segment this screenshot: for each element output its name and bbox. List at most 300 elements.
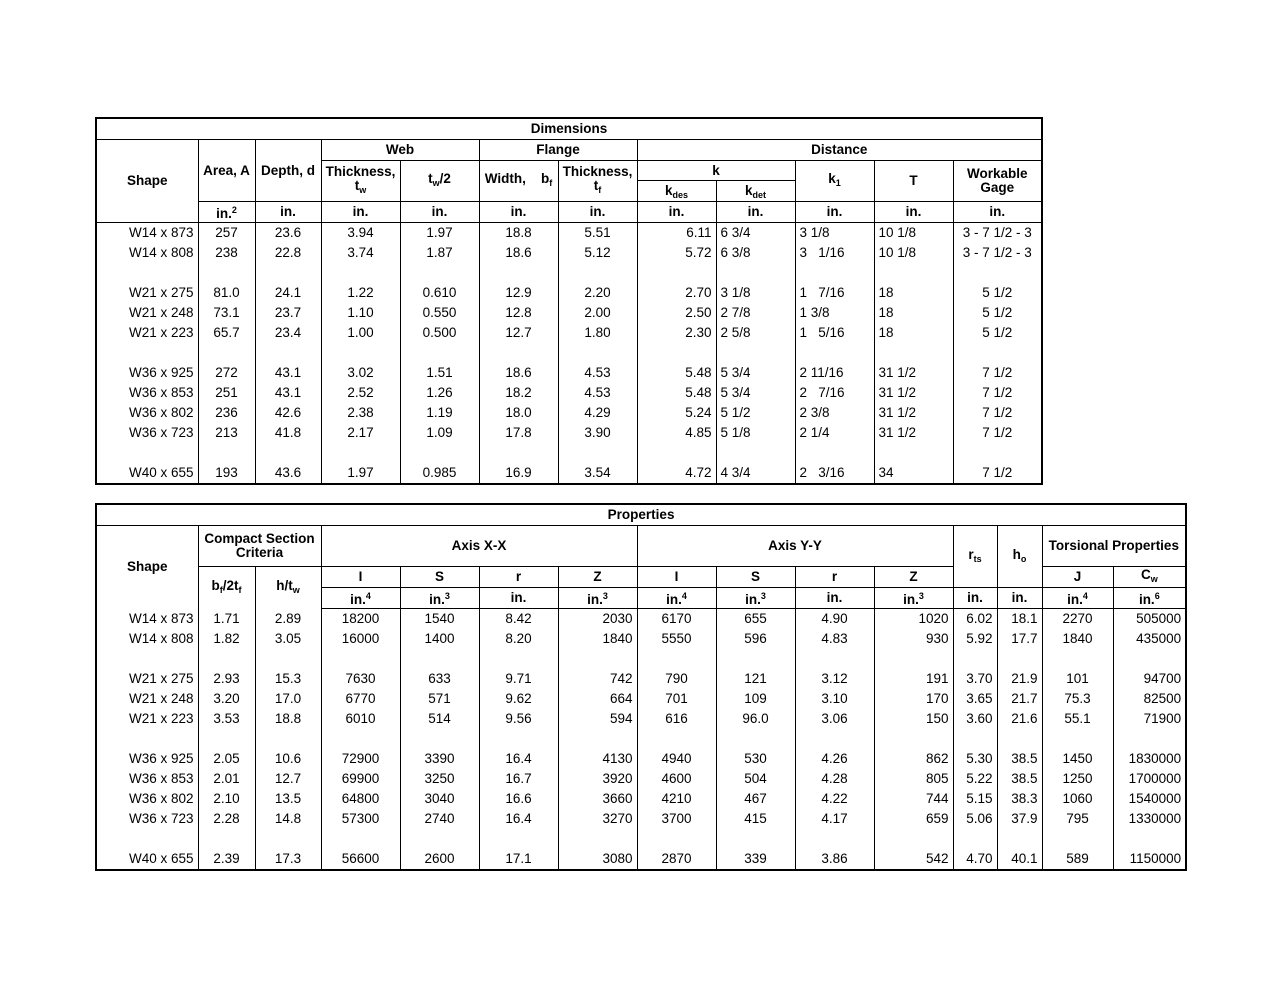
flange-group-header: Flange (479, 140, 637, 161)
cell-rx: 9.71 (479, 669, 558, 689)
Iy-unit: in.$^4$ (637, 588, 716, 609)
table-row (96, 689, 1186, 709)
cell-htw: 13.5 (255, 789, 321, 809)
cell-area: 238 (198, 243, 255, 263)
cell-bf2tf: 1.82 (198, 629, 255, 649)
cell-ry: 4.83 (795, 629, 874, 649)
cell-Sx: 1400 (400, 629, 479, 649)
cell-Zx: 3080 (558, 849, 637, 870)
cell-bf: 12.8 (479, 303, 558, 323)
cell-T: 10 1/8 (874, 223, 953, 244)
Zy-header: Z (874, 567, 953, 588)
cell-gage: 5 1/2 (953, 323, 1042, 343)
cell-k1: 1 7/16 (795, 283, 874, 303)
Zy-unit: in.$^3$ (874, 588, 953, 609)
cell-tw2: 0.610 (400, 283, 479, 303)
Sx-unit: in.$^3$ (400, 588, 479, 609)
cell-Zy: 862 (874, 749, 953, 769)
cell-T: 18 (874, 283, 953, 303)
table-row (96, 323, 1042, 343)
cell-ho: 21.6 (997, 709, 1042, 729)
cell-J: 1450 (1042, 749, 1113, 769)
cell-Zx: 742 (558, 669, 637, 689)
cell-Ix: 16000 (321, 629, 400, 649)
Ix-unit: in.$^4$ (321, 588, 400, 609)
cell-Sx: 633 (400, 669, 479, 689)
cell-tw2: 1.26 (400, 383, 479, 403)
cell-tf: 5.51 (558, 223, 637, 244)
spacer-row (96, 443, 1042, 463)
cell-depth: 43.1 (255, 383, 321, 403)
cell-J: 101 (1042, 669, 1113, 689)
cell-area: 193 (198, 463, 255, 484)
cell-shape: W21 x 248 (96, 303, 198, 323)
cell-ho: 21.9 (997, 669, 1042, 689)
cell-tw2: 0.985 (400, 463, 479, 484)
spacer-row (96, 263, 1042, 283)
cell-Zx: 2030 (558, 609, 637, 630)
cell-tf: 4.29 (558, 403, 637, 423)
cell-tw: 1.97 (321, 463, 400, 484)
cell-tf: 4.53 (558, 383, 637, 403)
cell-shape: W36 x 925 (96, 749, 198, 769)
cell-kdes: 4.72 (637, 463, 716, 484)
table-row (96, 789, 1186, 809)
cell-J: 1060 (1042, 789, 1113, 809)
web-group-header: Web (321, 140, 479, 161)
Ix-header: I (321, 567, 400, 588)
cell-area: 65.7 (198, 323, 255, 343)
cell-ho: 17.7 (997, 629, 1042, 649)
cell-Zy: 1020 (874, 609, 953, 630)
cell-k1: 2 7/16 (795, 383, 874, 403)
dimensions-table (95, 117, 1043, 485)
cell-area: 251 (198, 383, 255, 403)
cell-kdes: 5.24 (637, 403, 716, 423)
J-header: J (1042, 567, 1113, 588)
spacer-row (96, 729, 1186, 749)
cell-tf: 2.00 (558, 303, 637, 323)
cell-T: 18 (874, 303, 953, 323)
cell-bf: 18.8 (479, 223, 558, 244)
cell-Zy: 805 (874, 769, 953, 789)
cell-ho: 18.1 (997, 609, 1042, 630)
cell-kdes: 2.50 (637, 303, 716, 323)
cell-Zy: 659 (874, 809, 953, 829)
ho-unit: in. (997, 588, 1042, 609)
kdet-header: $k_{det}$ (744, 183, 766, 200)
cell-Sy: 96.0 (716, 709, 795, 729)
cell-rts: 3.60 (953, 709, 997, 729)
cell-area: 257 (198, 223, 255, 244)
flange-width-header: Width, $b_f$ (479, 161, 558, 202)
cell-kdet: 2 5/8 (716, 323, 795, 343)
cell-area: 213 (198, 423, 255, 443)
cell-Iy: 4210 (637, 789, 716, 809)
cell-depth: 23.6 (255, 223, 321, 244)
kdet-unit: in. (716, 202, 795, 223)
cell-Sy: 655 (716, 609, 795, 630)
htw-header: $h/t_w$ (255, 567, 321, 609)
cell-shape: W21 x 275 (96, 669, 198, 689)
cell-Cw: 1700000 (1113, 769, 1186, 789)
cell-depth: 41.8 (255, 423, 321, 443)
tf-unit: in. (558, 202, 637, 223)
cell-htw: 18.8 (255, 709, 321, 729)
cell-kdet: 2 7/8 (716, 303, 795, 323)
cell-Zy: 542 (874, 849, 953, 870)
cell-rx: 9.62 (479, 689, 558, 709)
table-row (96, 243, 1042, 263)
cell-bf2tf: 1.71 (198, 609, 255, 630)
cell-kdet: 6 3/8 (716, 243, 795, 263)
table-row (96, 223, 1042, 244)
cell-kdet: 5 3/4 (716, 383, 795, 403)
axis-yy-header: Axis Y-Y (637, 526, 953, 567)
cell-Zy: 170 (874, 689, 953, 709)
cell-shape: W21 x 248 (96, 689, 198, 709)
depth-header: Depth, d (255, 140, 321, 202)
Cw-unit: in.$^6$ (1113, 588, 1186, 609)
cell-Iy: 701 (637, 689, 716, 709)
cell-Sx: 3040 (400, 789, 479, 809)
cell-gage: 3 - 7 1/2 - 3 (953, 243, 1042, 263)
cell-k1: 1 5/16 (795, 323, 874, 343)
cell-shape: W14 x 873 (96, 223, 198, 244)
cell-depth: 43.6 (255, 463, 321, 484)
cell-bf: 12.9 (479, 283, 558, 303)
cell-bf2tf: 3.53 (198, 709, 255, 729)
cell-Cw: 1540000 (1113, 789, 1186, 809)
axis-xx-header: Axis X-X (321, 526, 637, 567)
cell-tf: 1.80 (558, 323, 637, 343)
cell-Sy: 467 (716, 789, 795, 809)
cell-htw: 10.6 (255, 749, 321, 769)
cell-rx: 16.4 (479, 809, 558, 829)
cell-T: 31 1/2 (874, 383, 953, 403)
cell-htw: 2.89 (255, 609, 321, 630)
cell-rx: 16.6 (479, 789, 558, 809)
Cw-header: $C_w$ (1113, 567, 1186, 588)
cell-Sy: 596 (716, 629, 795, 649)
cell-area: 272 (198, 363, 255, 383)
cell-J: 55.1 (1042, 709, 1113, 729)
Zx-unit: in.$^3$ (558, 588, 637, 609)
cell-bf: 12.7 (479, 323, 558, 343)
cell-Zx: 594 (558, 709, 637, 729)
Zx-header: Z (558, 567, 637, 588)
cell-tw: 1.00 (321, 323, 400, 343)
cell-Iy: 4600 (637, 769, 716, 789)
cell-ho: 37.9 (997, 809, 1042, 829)
cell-ho: 38.5 (997, 749, 1042, 769)
area-unit: in.$^2$ (198, 202, 255, 223)
table-row (96, 363, 1042, 383)
cell-shape: W40 x 655 (96, 463, 198, 484)
cell-shape: W36 x 723 (96, 423, 198, 443)
cell-J: 1840 (1042, 629, 1113, 649)
cell-bf: 16.9 (479, 463, 558, 484)
cell-gage: 7 1/2 (953, 383, 1042, 403)
cell-ho: 21.7 (997, 689, 1042, 709)
table-row (96, 849, 1186, 870)
rx-header: r (479, 567, 558, 588)
cell-bf2tf: 2.10 (198, 789, 255, 809)
cell-htw: 17.0 (255, 689, 321, 709)
cell-ry: 3.86 (795, 849, 874, 870)
cell-Cw: 1150000 (1113, 849, 1186, 870)
cell-tf: 4.53 (558, 363, 637, 383)
cell-rts: 5.30 (953, 749, 997, 769)
cell-Cw: 71900 (1113, 709, 1186, 729)
cell-Zy: 930 (874, 629, 953, 649)
Sy-unit: in.$^3$ (716, 588, 795, 609)
table-row (96, 669, 1186, 689)
table-row (96, 283, 1042, 303)
cell-Ix: 6010 (321, 709, 400, 729)
cell-kdes: 2.70 (637, 283, 716, 303)
cell-Iy: 616 (637, 709, 716, 729)
ry-unit: in. (795, 588, 874, 609)
cell-rx: 17.1 (479, 849, 558, 870)
cell-ry: 3.10 (795, 689, 874, 709)
cell-area: 236 (198, 403, 255, 423)
cell-kdet: 4 3/4 (716, 463, 795, 484)
cell-T: 31 1/2 (874, 363, 953, 383)
cell-tw: 1.10 (321, 303, 400, 323)
cell-Sy: 530 (716, 749, 795, 769)
cell-kdet: 5 3/4 (716, 363, 795, 383)
cell-bf2tf: 2.01 (198, 769, 255, 789)
depth-unit: in. (255, 202, 321, 223)
tw2-unit: in. (400, 202, 479, 223)
cell-ry: 3.12 (795, 669, 874, 689)
web-thickness-header: Thickness, $t_w$ (321, 161, 400, 202)
cell-shape: W36 x 853 (96, 769, 198, 789)
cell-rts: 4.70 (953, 849, 997, 870)
cell-Sy: 109 (716, 689, 795, 709)
cell-Iy: 3700 (637, 809, 716, 829)
cell-J: 2270 (1042, 609, 1113, 630)
cell-Cw: 1330000 (1113, 809, 1186, 829)
cell-Iy: 6170 (637, 609, 716, 630)
cell-Iy: 790 (637, 669, 716, 689)
flange-thickness-header: Thickness, $t_f$ (558, 161, 637, 202)
cell-area: 73.1 (198, 303, 255, 323)
spacer-row (96, 829, 1186, 849)
cell-shape: W21 x 275 (96, 283, 198, 303)
cell-depth: 43.1 (255, 363, 321, 383)
cell-gage: 7 1/2 (953, 463, 1042, 484)
cell-tw2: 1.19 (400, 403, 479, 423)
cell-gage: 3 - 7 1/2 - 3 (953, 223, 1042, 244)
cell-Zx: 3660 (558, 789, 637, 809)
cell-depth: 23.4 (255, 323, 321, 343)
cell-htw: 3.05 (255, 629, 321, 649)
cell-kdes: 5.48 (637, 363, 716, 383)
cell-Ix: 56600 (321, 849, 400, 870)
J-unit: in.$^4$ (1042, 588, 1113, 609)
T-header: T (874, 161, 953, 202)
cell-J: 795 (1042, 809, 1113, 829)
k-header: k $k_{des}$ $k_{det}$ (637, 161, 795, 202)
rx-unit: in. (479, 588, 558, 609)
cell-bf: 18.0 (479, 403, 558, 423)
cell-Zy: 150 (874, 709, 953, 729)
cell-tw2: 1.09 (400, 423, 479, 443)
cell-kdes: 5.72 (637, 243, 716, 263)
cell-T: 18 (874, 323, 953, 343)
cell-tw: 3.94 (321, 223, 400, 244)
cell-ry: 4.28 (795, 769, 874, 789)
bf-unit: in. (479, 202, 558, 223)
cell-tw: 1.22 (321, 283, 400, 303)
cell-tw2: 0.550 (400, 303, 479, 323)
dimensions-title: Dimensions (96, 118, 1042, 140)
cell-Ix: 18200 (321, 609, 400, 630)
cell-shape: W21 x 223 (96, 323, 198, 343)
cell-tw2: 0.500 (400, 323, 479, 343)
cell-T: 34 (874, 463, 953, 484)
cell-gage: 5 1/2 (953, 303, 1042, 323)
properties-table (95, 503, 1187, 871)
cell-ho: 40.1 (997, 849, 1042, 870)
distance-group-header: Distance (637, 140, 1042, 161)
cell-shape: W14 x 808 (96, 243, 198, 263)
cell-k1: 2 1/4 (795, 423, 874, 443)
cell-Zx: 4130 (558, 749, 637, 769)
cell-depth: 42.6 (255, 403, 321, 423)
cell-rts: 5.22 (953, 769, 997, 789)
Sx-header: S (400, 567, 479, 588)
torsional-header: Torsional Properties (1042, 526, 1186, 567)
cell-Ix: 6770 (321, 689, 400, 709)
cell-bf2tf: 2.39 (198, 849, 255, 870)
cell-Zx: 1840 (558, 629, 637, 649)
cell-Cw: 435000 (1113, 629, 1186, 649)
cell-gage: 7 1/2 (953, 363, 1042, 383)
cell-Sx: 2600 (400, 849, 479, 870)
cell-k1: 2 3/16 (795, 463, 874, 484)
cell-rx: 9.56 (479, 709, 558, 729)
cell-kdes: 4.85 (637, 423, 716, 443)
bf2tf-header: $b_f/2t_f$ (198, 567, 255, 609)
cell-gage: 7 1/2 (953, 403, 1042, 423)
cell-rx: 8.20 (479, 629, 558, 649)
rts-header: $r_{ts}$ (953, 526, 997, 588)
cell-Zy: 191 (874, 669, 953, 689)
kdes-unit: in. (637, 202, 716, 223)
cell-tf: 5.12 (558, 243, 637, 263)
cell-rts: 5.92 (953, 629, 997, 649)
cell-Iy: 4940 (637, 749, 716, 769)
kdes-header: $k_{des}$ (638, 181, 717, 201)
cell-kdet: 5 1/2 (716, 403, 795, 423)
cell-bf2tf: 2.93 (198, 669, 255, 689)
table-row (96, 403, 1042, 423)
table-row (96, 749, 1186, 769)
cell-shape: W14 x 808 (96, 629, 198, 649)
cell-kdes: 5.48 (637, 383, 716, 403)
cell-J: 1250 (1042, 769, 1113, 789)
cell-rts: 3.70 (953, 669, 997, 689)
cell-Zx: 3920 (558, 769, 637, 789)
cell-rts: 3.65 (953, 689, 997, 709)
tw2-header: $t_w/2$ (400, 161, 479, 202)
spacer-row (96, 649, 1186, 669)
table-row (96, 383, 1042, 403)
cell-rx: 8.42 (479, 609, 558, 630)
cell-shape: W36 x 802 (96, 789, 198, 809)
table-row (96, 423, 1042, 443)
k1-unit: in. (795, 202, 874, 223)
cell-tf: 2.20 (558, 283, 637, 303)
cell-depth: 22.8 (255, 243, 321, 263)
cell-Iy: 2870 (637, 849, 716, 870)
cell-kdes: 2.30 (637, 323, 716, 343)
cell-htw: 15.3 (255, 669, 321, 689)
cell-shape: W40 x 655 (96, 849, 198, 870)
cell-Cw: 505000 (1113, 609, 1186, 630)
cell-Sx: 571 (400, 689, 479, 709)
area-header: Area, A (198, 140, 255, 202)
cell-rts: 5.15 (953, 789, 997, 809)
cell-T: 31 1/2 (874, 423, 953, 443)
cell-Sy: 121 (716, 669, 795, 689)
k1-header: $k_1$ (795, 161, 874, 202)
cell-Cw: 94700 (1113, 669, 1186, 689)
cell-Iy: 5550 (637, 629, 716, 649)
cell-k1: 3 1/16 (795, 243, 874, 263)
cell-ry: 4.90 (795, 609, 874, 630)
cell-depth: 24.1 (255, 283, 321, 303)
cell-shape: W36 x 802 (96, 403, 198, 423)
table-row (96, 463, 1042, 484)
cell-depth: 23.7 (255, 303, 321, 323)
table-row (96, 609, 1186, 630)
cell-Zx: 664 (558, 689, 637, 709)
cell-k1: 2 3/8 (795, 403, 874, 423)
cell-ry: 4.17 (795, 809, 874, 829)
cell-htw: 12.7 (255, 769, 321, 789)
cell-k1: 2 11/16 (795, 363, 874, 383)
cell-shape: W36 x 925 (96, 363, 198, 383)
table-row (96, 769, 1186, 789)
table-row (96, 809, 1186, 829)
cell-bf: 18.6 (479, 363, 558, 383)
cell-ry: 4.26 (795, 749, 874, 769)
cell-Sx: 3390 (400, 749, 479, 769)
cell-tw: 3.02 (321, 363, 400, 383)
cell-tw: 2.38 (321, 403, 400, 423)
cell-rts: 5.06 (953, 809, 997, 829)
workable-gage-header: Workable Gage (953, 161, 1042, 202)
cell-Ix: 64800 (321, 789, 400, 809)
Iy-header: I (637, 567, 716, 588)
cell-bf: 17.8 (479, 423, 558, 443)
cell-tw2: 1.51 (400, 363, 479, 383)
cell-Cw: 1830000 (1113, 749, 1186, 769)
cell-bf: 18.2 (479, 383, 558, 403)
cell-k1: 1 3/8 (795, 303, 874, 323)
cell-bf2tf: 2.28 (198, 809, 255, 829)
ho-header: $h_o$ (997, 526, 1042, 588)
cell-shape: W21 x 223 (96, 709, 198, 729)
cell-tw: 3.74 (321, 243, 400, 263)
cell-htw: 17.3 (255, 849, 321, 870)
cell-tw: 2.17 (321, 423, 400, 443)
cell-Sy: 415 (716, 809, 795, 829)
